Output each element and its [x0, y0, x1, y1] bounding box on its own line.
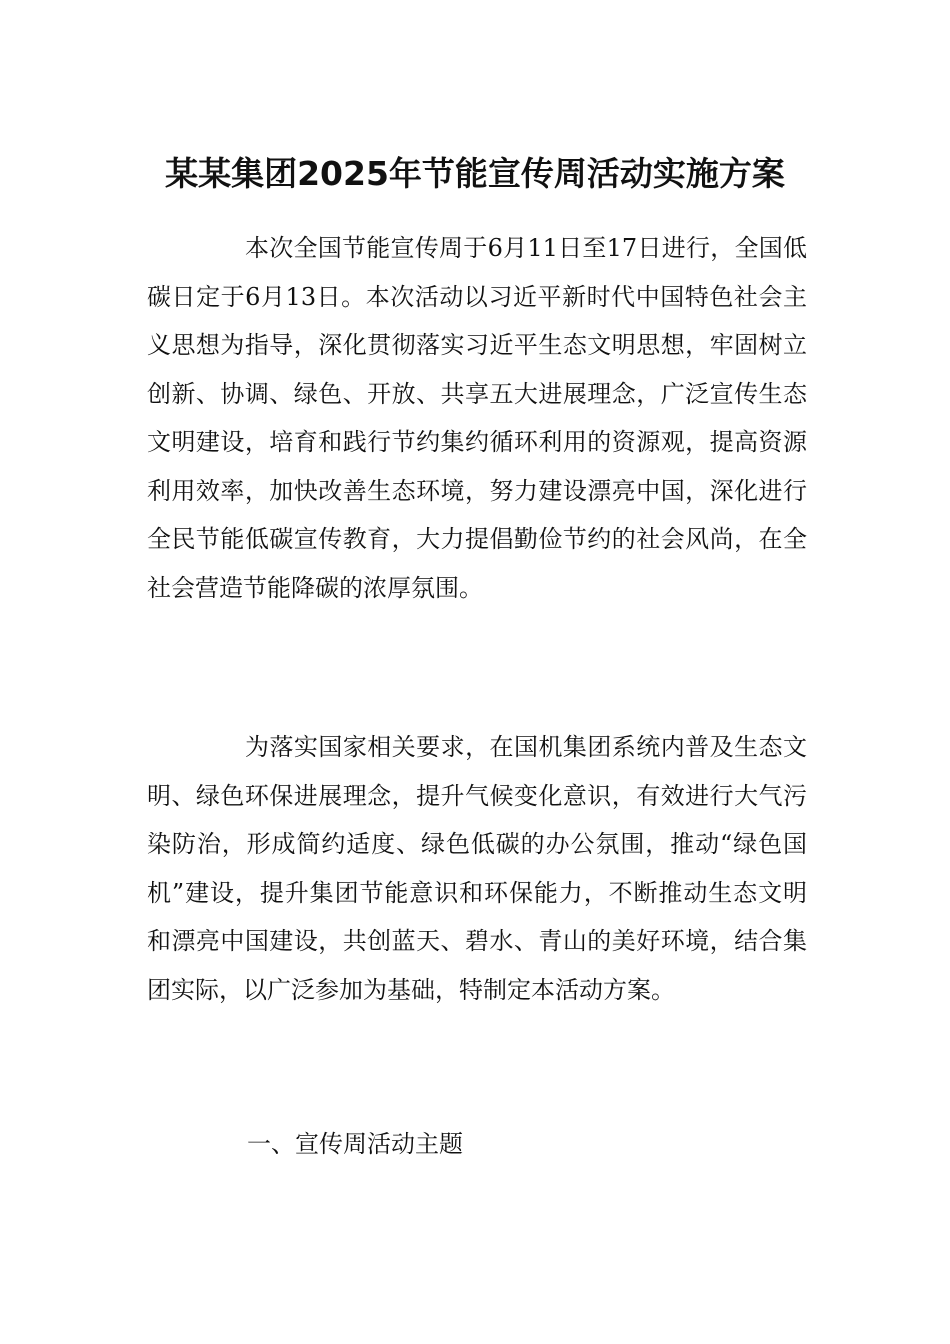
document-title: 某某集团2025年节能宣传周活动实施方案 — [165, 154, 785, 194]
purpose-paragraph: 为落实国家相关要求，在国机集团系统内普及生态文明、绿色环保进展理念，提升气候变化意识，有效进行大气污染防治，形成简约适度、绿色低碳的办公氛围，推动“绿色国机”建设，提升集团节能意识和环保能力，不断推动生态文明和漂亮中国建设，共创蓝天、碧水、青山的美好环境，结合集团实际，以广泛参加为基础，特制定本活动方案。 — [147, 733, 807, 1004]
intro-paragraph: 本次全国节能宣传周于6月11日至17日进行，全国低碳日定于6月13日。本次活动以习近平新时代中国特色社会主义思想为指导，深化贯彻落实习近平生态文明思想，牢固树立创新、协调、绿色、开放、共享五大进展理念，广泛宣传生态文明建设，培育和践行节约集约循环利用的资源观，提高资源利用效率，加快改善生态环境，努力建设漂亮中国，深化进行全民节能低碳宣传教育，大力提倡勤俭节约的社会风尚，在全社会营造节能降碳的浓厚氛围。 — [147, 234, 807, 602]
section-heading-theme: 一、宣传周活动主题 — [247, 1130, 463, 1158]
